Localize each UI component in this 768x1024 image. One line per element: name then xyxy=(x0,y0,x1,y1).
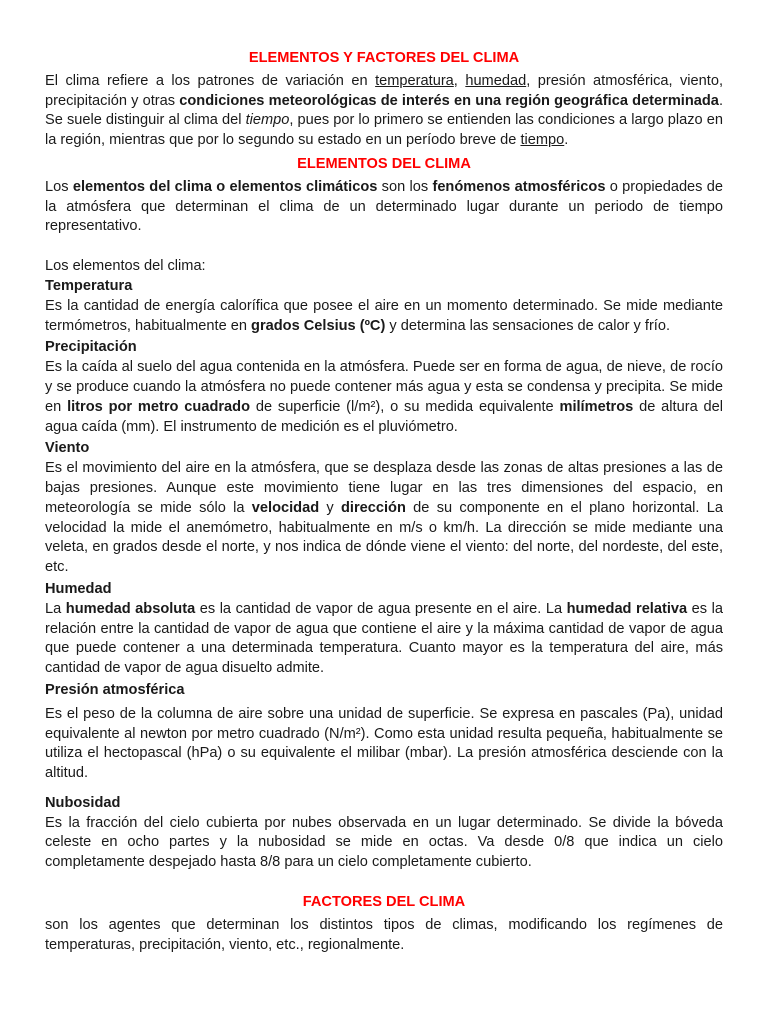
section-heading-elementos: ELEMENTOS DEL CLIMA xyxy=(297,155,471,172)
subheading-humedad: Humedad xyxy=(45,580,112,597)
subheading-presion: Presión atmosférica xyxy=(45,681,185,698)
link-humedad[interactable]: humedad xyxy=(465,72,527,89)
subheading-precipitacion: Precipitación xyxy=(45,339,137,356)
subheading-temperatura: Temperatura xyxy=(45,277,133,294)
nubosidad-paragraph: Es la fracción del cielo cubierta por nubes observada en un lugar determinado. Se divide la bóveda celeste en ocho partes y la nubosidad se mide en octas. Va desde 0/8 que indica un cielo completamente despejado hasta 8/8 para un cielo completamente cubierto. xyxy=(45,814,723,871)
precipitacion-paragraph: Es la caída al suelo del agua contenida en la atmósfera. Puede ser en forma de agua, de nieve, de rocío y se produce cuando la atmósfera no puede contener más agua y esta se condensa y precipita. Se mide en litros por metro cuadrado de superficie (l/m²), o su medida equivalente milímetros de altura del agua caída (mm). El instrumento de medición es el pluviómetro. xyxy=(45,359,723,435)
list-intro: Los elementos del clima: xyxy=(45,258,206,275)
section-heading-factores: FACTORES DEL CLIMA xyxy=(302,894,466,911)
elementos-intro-paragraph: Los elementos del clima o elementos climáticos son los fenómenos atmosféricos o propiedades de la atmósfera que determinan el clima de un determinado lugar durante un periodo de tiempo representativo. xyxy=(45,178,723,235)
presion-paragraph: Es el peso de la columna de aire sobre una unidad de superficie. Se expresa en pascales (Pa), unidad equivalente al newton por metro cuadrado (N/m²). Como esta unidad resulta pequeña, habitualmente se utiliza el hectopascal (hPa) o su equivalente el milibar (mbar). La presión atmosférica desciende con la altitud. xyxy=(45,705,723,782)
link-tiempo[interactable]: tiempo xyxy=(520,132,565,149)
intro-paragraph: El clima refiere a los patrones de variación en temperatura, humedad, presión atmosférica, viento, precipitación y otras condiciones meteorológicas de interés en una región geográfica determinada. Se suele distinguir al clima del tiempo, pues por lo primero se entienden las condiciones a largo plazo en la región, mientras que por lo segundo su estado en un período breve de tiempo. xyxy=(45,72,724,149)
humedad-paragraph: La humedad absoluta es la cantidad de vapor de agua presente en el aire. La humedad relativa es la relación entre la cantidad de vapor de agua que contiene el aire y la máxima cantidad de vapor de agua que puede contener a una determinada temperatura. Cuanto mayor es la temperatura del aire, más cantidad de vapor de agua disuelto admite. xyxy=(45,600,723,677)
viento-paragraph: Es el movimiento del aire en la atmósfera, que se desplaza desde las zonas de altas presiones a las de bajas presiones. Aunque este movimiento tiene lugar en las tres dimensiones del espacio, en meteorología se mide sólo la velocidad y dirección de su componente en el plano horizontal. La velocidad la mide el anemómetro, habitualmente en m/s o km/h. La dirección se mide mediante una veleta, en grados desde el norte, y nos indica de dónde viene el viento: del norte, del nordeste, del este, etc. xyxy=(45,460,724,576)
temperatura-paragraph: Es la cantidad de energía calorífica que posee el aire en un momento determinado. Se mide mediante termómetros, habitualmente en grados Celsius (ºC) y determina las sensaciones de calor y frío. xyxy=(45,297,723,334)
document-title: ELEMENTOS Y FACTORES DEL CLIMA xyxy=(248,50,520,66)
link-temperatura[interactable]: temperatura xyxy=(375,72,454,89)
subheading-nubosidad: Nubosidad xyxy=(45,794,121,811)
subheading-viento: Viento xyxy=(45,440,90,457)
factores-paragraph: son los agentes que determinan los distintos tipos de climas, modificando los regímenes de temperaturas, precipitación, viento, etc., regionalmente. xyxy=(45,916,723,953)
